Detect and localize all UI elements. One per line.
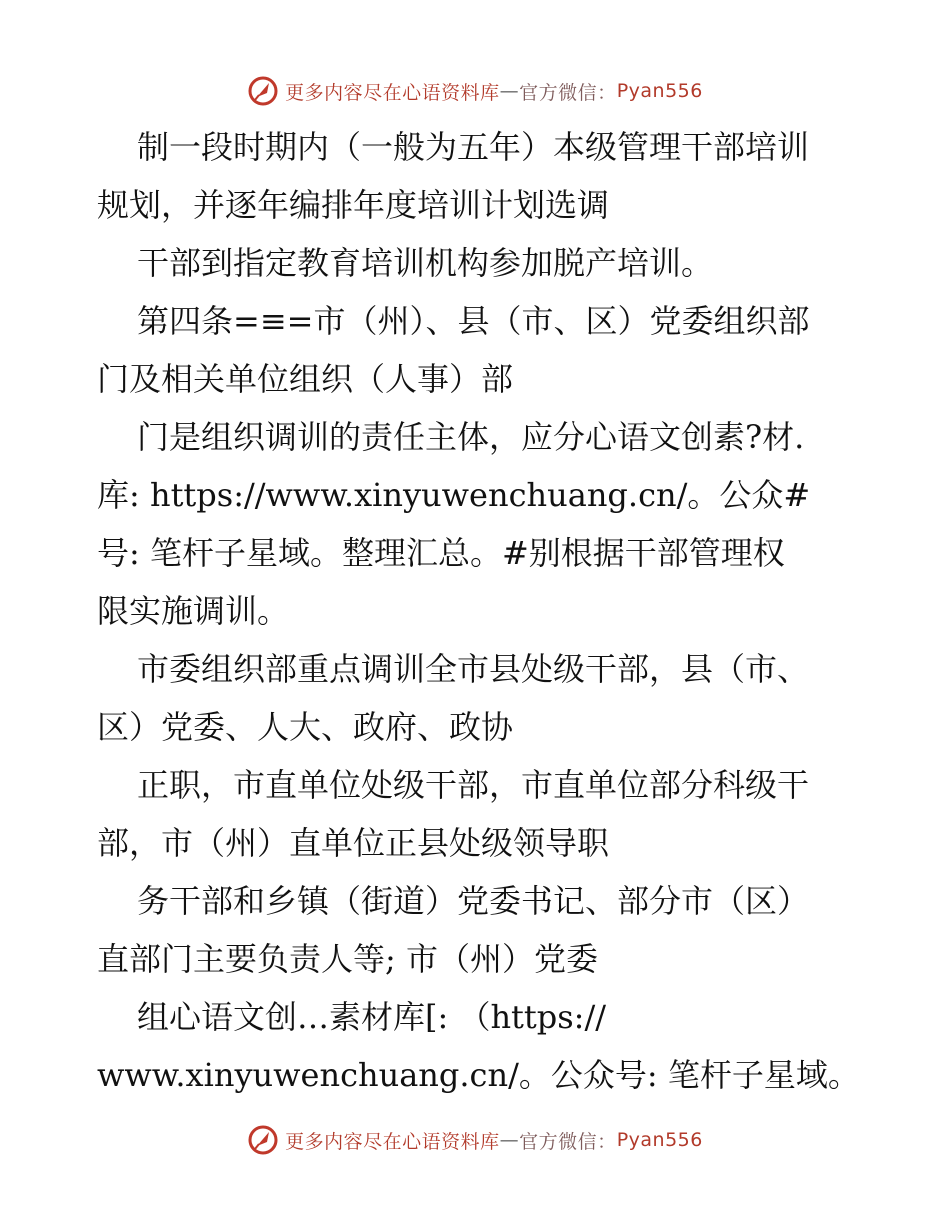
watermark-sub-text: 官方微信： (519, 81, 617, 104)
watermark-sub-text: 官方微信： (519, 1130, 617, 1153)
logo-icon (247, 75, 279, 107)
header-watermark (0, 71, 950, 111)
text-line: 门是组织调训的责任主体，应分心语文创素?材. (137, 418, 805, 456)
text-line: 正职，市直单位处级干部，市直单位部分科级干 (137, 766, 810, 804)
text-line: 门及相关单位组织（人事）部 (97, 360, 514, 398)
watermark-dash: — (499, 1129, 520, 1151)
document-body (97, 118, 860, 1104)
watermark-main-text: 更多内容尽在心语资料库 (285, 81, 500, 104)
logo-icon (247, 1124, 279, 1156)
footer-watermark (0, 1120, 950, 1160)
text-line: 号: 笔杆子星域。整理汇总。#别根据干部管理权 (97, 534, 785, 572)
text-line: 组心语文创…素材库[: （https:// (137, 998, 607, 1036)
watermark-main-text: 更多内容尽在心语资料库 (285, 1130, 500, 1153)
text-line: 务干部和乡镇（街道）党委书记、部分市（区） (137, 882, 810, 920)
text-line: 直部门主要负责人等; 市（州）党委 (97, 940, 598, 978)
text-line: 制一段时期内（一般为五年）本级管理干部培训 (137, 128, 810, 166)
text-line: 规划，并逐年编排年度培训计划选调 (97, 186, 610, 224)
watermark-id-text: Pyan556 (616, 80, 703, 102)
text-line: 区）党委、人大、政府、政协 (97, 708, 514, 746)
watermark-id-text: Pyan556 (616, 1129, 703, 1151)
text-line: www.xinyuwenchuang.cn/。公众号: 笔杆子星域。 (97, 1056, 860, 1094)
watermark-dash: — (499, 80, 520, 102)
text-line: 第四条=≡=市（州）、县（市、区）党委组织部 (137, 302, 810, 340)
text-line: 干部到指定教育培训机构参加脱产培训。 (137, 244, 714, 282)
text-line: 限实施调训。 (97, 592, 290, 630)
text-line: 市委组织部重点调训全市县处级干部，县（市、 (137, 650, 810, 688)
text-line: 部，市（州）直单位正县处级领导职 (97, 824, 610, 862)
text-line: 库: https://www.xinyuwenchuang.cn/。公众# (97, 476, 811, 514)
